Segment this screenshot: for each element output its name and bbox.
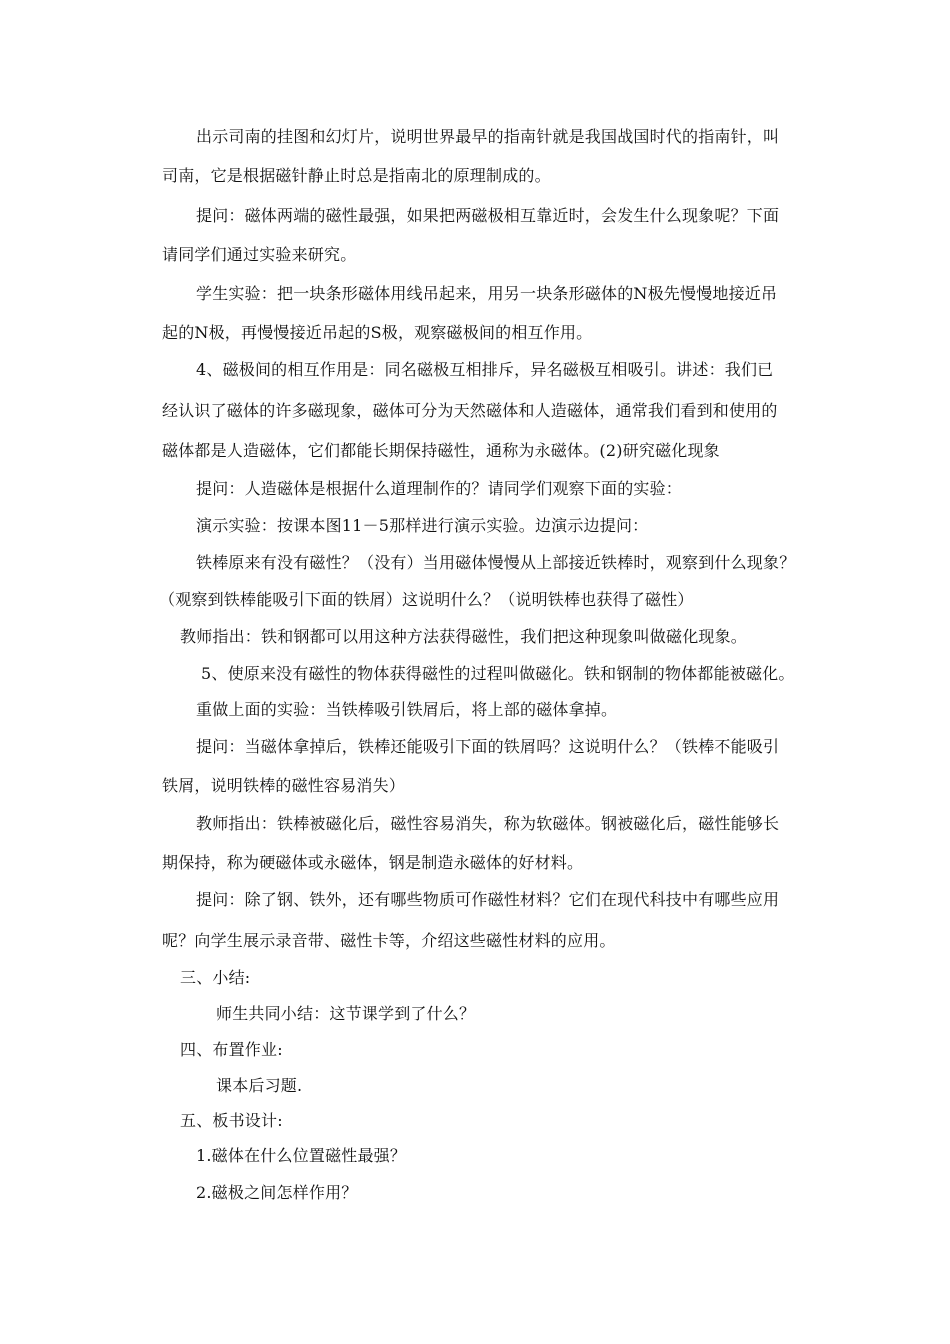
text-line-12: 铁棒原来有没有磁性？（没有）当用磁体慢慢从上部接近铁棒时，观察到什么现象？ — [196, 553, 796, 572]
text-line-7: 4、磁极间的相互作用是：同名磁极互相排斥，异名磁极互相吸引。讲述：我们已 — [196, 360, 774, 379]
text-line-3: 提问：磁体两端的磁性最强，如果把两磁极相互靠近时，会发生什么现象呢？下面 — [196, 206, 780, 225]
text-line-16: 重做上面的实验：当铁棒吸引铁屑后，将上部的磁体拿掉。 — [196, 700, 618, 719]
text-line-4: 请同学们通过实验来研究。 — [162, 245, 357, 264]
text-line-26: 课本后习题. — [216, 1076, 303, 1095]
text-line-9: 磁体都是人造磁体，它们都能长期保持磁性，通称为永磁体。(2)研究磁化现象 — [162, 441, 720, 460]
section-heading-summary: 三、小结: — [180, 968, 251, 987]
text-line-8: 经认识了磁体的许多磁现象，磁体可分为天然磁体和人造磁体，通常我们看到和使用的 — [162, 401, 778, 420]
text-line-1: 出示司南的挂图和幻灯片，说明世界最早的指南针就是我国战国时代的指南针，叫 — [196, 127, 780, 146]
text-line-28: 1.磁体在什么位置磁性最强？ — [196, 1146, 407, 1165]
text-line-2: 司南，它是根据磁针静止时总是指南北的原理制成的。 — [162, 166, 551, 185]
text-line-21: 提问：除了钢、铁外，还有哪些物质可作磁性材料？它们在现代科技中有哪些应用 — [196, 890, 780, 909]
text-line-15: 5、使原来没有磁性的物体获得磁性的过程叫做磁化。铁和钢制的物体都能被磁化。 — [201, 664, 795, 683]
text-line-6: 起的N极，再慢慢接近吊起的S极，观察磁极间的相互作用。 — [162, 323, 593, 342]
text-line-10: 提问：人造磁体是根据什么道理制作的？请同学们观察下面的实验： — [196, 479, 683, 498]
section-heading-homework: 四、布置作业: — [180, 1040, 283, 1059]
text-line-19: 教师指出：铁棒被磁化后，磁性容易消失，称为软磁体。钢被磁化后，磁性能够长 — [196, 814, 780, 833]
text-line-11: 演示实验：按课本图11－5那样进行演示实验。边演示边提问： — [196, 516, 649, 535]
text-line-5: 学生实验：把一块条形磁体用线吊起来，用另一块条形磁体的N极先慢慢地接近吊 — [196, 284, 778, 303]
text-line-14: 教师指出：铁和钢都可以用这种方法获得磁性，我们把这种现象叫做磁化现象。 — [180, 627, 748, 646]
section-heading-board-design: 五、板书设计: — [180, 1111, 283, 1130]
text-line-24: 师生共同小结：这节课学到了什么？ — [216, 1004, 476, 1023]
text-line-22: 呢？向学生展示录音带、磁性卡等，介绍这些磁性材料的应用。 — [162, 931, 616, 950]
text-line-13: （观察到铁棒能吸引下面的铁屑）这说明什么？（说明铁棒也获得了磁性） — [159, 590, 694, 609]
text-line-20: 期保持，称为硬磁体或永磁体，钢是制造永磁体的好材料。 — [162, 853, 584, 872]
text-line-17: 提问：当磁体拿掉后，铁棒还能吸引下面的铁屑吗？这说明什么？（铁棒不能吸引 — [196, 737, 780, 756]
text-line-18: 铁屑，说明铁棒的磁性容易消失） — [162, 776, 406, 795]
text-line-29: 2.磁极之间怎样作用？ — [196, 1183, 358, 1202]
